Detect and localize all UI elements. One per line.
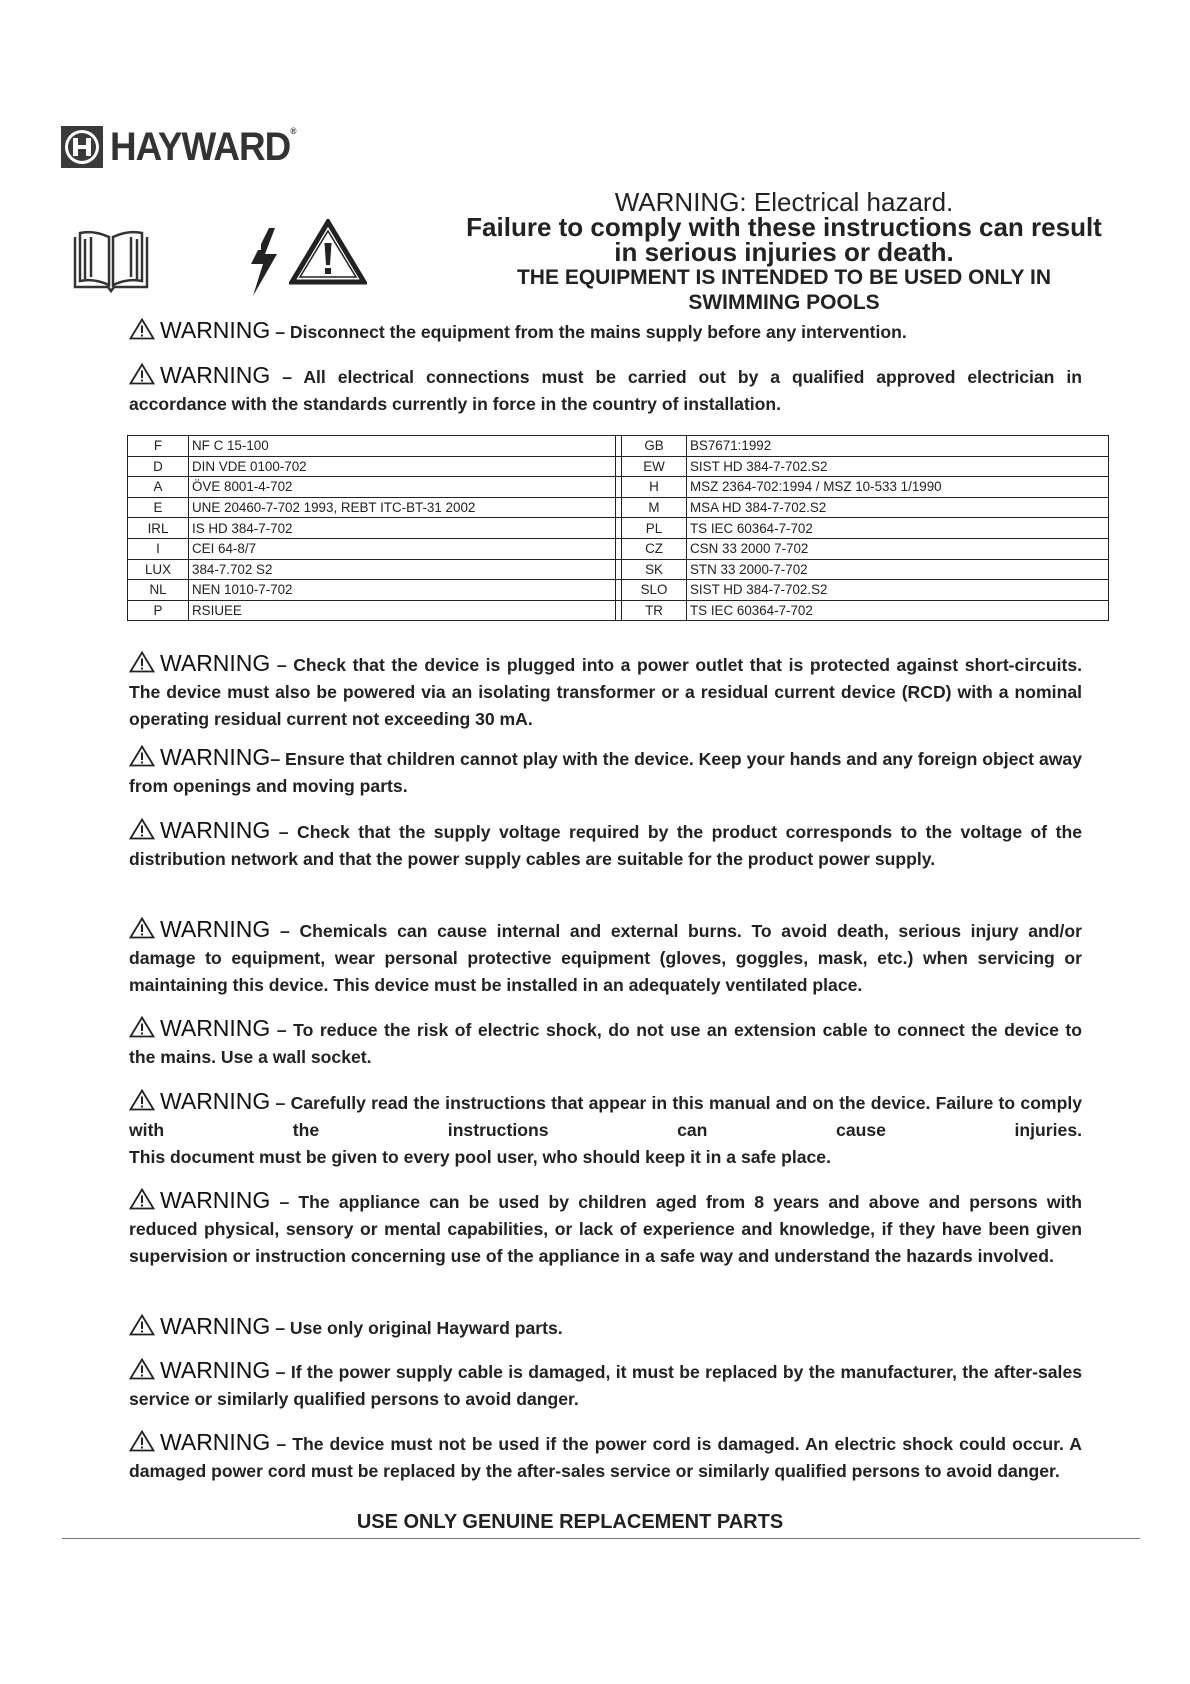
warning-item: WARNING – Disconnect the equipment from the mains supply before any intervention. (129, 317, 1082, 346)
country-code-cell: E (128, 497, 189, 518)
standard-reference-cell: MSZ 2364-702:1994 / MSZ 10-533 1/1990 (687, 477, 1109, 498)
warning-item: WARNING – Check that the supply voltage required by the product corresponds to the voltage of the distribution network and that the power supply cables are suitable for the product power supply. (129, 817, 1082, 869)
standard-reference-cell: NF C 15-100 (189, 436, 616, 457)
country-code-cell: D (128, 456, 189, 477)
footer-rule (62, 1538, 1140, 1539)
warning-icon (129, 1358, 155, 1380)
country-code-cell: H (622, 477, 687, 498)
standard-reference-cell: DIN VDE 0100-702 (189, 456, 616, 477)
warning-item: WARNING – Use only original Hayward parts. (129, 1313, 1082, 1342)
standard-reference-cell: SIST HD 384-7-702.S2 (687, 456, 1109, 477)
country-code-cell: A (128, 477, 189, 498)
hazard-subtitle-line-2: in serious injuries or death. (614, 237, 954, 267)
warning-item: WARNING – Carefully read the instructions that appear in this manual and on the device. Failure to comply with the instructions can cause injuries. This document must be given to every pool user, who should keep it in a safe place. (129, 1088, 1082, 1167)
warning-icon (129, 1188, 155, 1210)
hayward-logo-icon (60, 125, 104, 169)
standard-reference-cell: STN 33 2000-7-702 (687, 559, 1109, 580)
usage-notice-line-1: THE EQUIPMENT IS INTENDED TO BE USED ONLY IN (516, 266, 1052, 289)
hazard-header (430, 187, 1138, 315)
standards-row (128, 518, 1109, 539)
electrical-hazard-bolt-icon (243, 226, 283, 298)
warning-item: WARNING – All electrical connections must be carried out by a qualified approved electrician in accordance with the standards currently in force in the country of installation. (129, 362, 1082, 414)
standard-reference-cell: ÖVE 8001-4-702 (189, 477, 616, 498)
country-code-cell: F (128, 436, 189, 457)
warning-icon (129, 1089, 155, 1111)
standards-row (128, 456, 1109, 477)
warning-item: WARNING– Ensure that children cannot play with the device. Keep your hands and any foreign object away from openings and moving parts. (129, 744, 1082, 796)
country-code-cell: PL (622, 518, 687, 539)
warning-item: WARNING – To reduce the risk of electric shock, do not use an extension cable to connect the device to the mains. Use a wall socket. (129, 1015, 1082, 1067)
country-code-cell: NL (128, 580, 189, 601)
read-manual-icon (70, 229, 152, 295)
standard-reference-cell: CSN 33 2000 7-702 (687, 538, 1109, 559)
warning-item: WARNING – If the power supply cable is damaged, it must be replaced by the manufacturer, the after-sales service or similarly qualified persons to avoid danger. (129, 1357, 1083, 1409)
standards-row (128, 600, 1109, 621)
brand-name: HAYWARD® (110, 125, 296, 169)
genuine-parts-notice: USE ONLY GENUINE REPLACEMENT PARTS (356, 1511, 784, 1533)
brand-logo (60, 125, 312, 169)
country-code-cell: EW (622, 456, 687, 477)
hazard-title: WARNING: Electrical hazard. (614, 187, 954, 217)
standard-reference-cell: RSIUEE (189, 600, 616, 621)
standard-reference-cell: NEN 1010-7-702 (189, 580, 616, 601)
warning-icon (129, 745, 155, 767)
standard-reference-cell: UNE 20460-7-702 1993, REBT ITC-BT-31 2002 (189, 497, 616, 518)
warning-item: WARNING – The device must not be used if the power cord is damaged. An electric shock could occur. A damaged power cord must be replaced by the after-sales service or similarly qualified persons to avoid danger. (129, 1429, 1082, 1481)
country-code-cell: SK (622, 559, 687, 580)
warning-item: WARNING – Chemicals can cause internal and external burns. To avoid death, serious injury and/or damage to equipment, wear personal protective equipment (gloves, goggles, mask, etc.) when servicing or maintaining this device. This device must be installed in an adequately ventilated place. (129, 916, 1083, 995)
warning-icon (129, 917, 155, 939)
warning-triangle-icon (289, 219, 367, 285)
standard-reference-cell: BS7671:1992 (687, 436, 1109, 457)
country-code-cell: M (622, 497, 687, 518)
warning-icon (129, 1430, 155, 1452)
standards-row (128, 538, 1109, 559)
standard-reference-cell: TS IEC 60364-7-702 (687, 600, 1109, 621)
standards-row (128, 559, 1109, 580)
country-code-cell: TR (622, 600, 687, 621)
standard-reference-cell: MSA HD 384-7-702.S2 (687, 497, 1109, 518)
hazard-subtitle-line-1: Failure to comply with these instructions can result (466, 212, 1102, 242)
standards-row (128, 436, 1109, 457)
country-code-cell: P (128, 600, 189, 621)
warning-icon (129, 1314, 155, 1336)
warning-icon (129, 651, 155, 673)
warning-icon (129, 318, 155, 340)
standards-row (128, 497, 1109, 518)
standard-reference-cell: 384-7.702 S2 (189, 559, 616, 580)
usage-notice-line-2: SWIMMING POOLS (688, 291, 880, 314)
warning-icon (129, 363, 155, 385)
standards-row (128, 477, 1109, 498)
standard-reference-cell: SIST HD 384-7-702.S2 (687, 580, 1109, 601)
warning-item: WARNING – Check that the device is plugged into a power outlet that is protected against short-circuits. The device must also be powered via an isolating transformer or a residual current device (RCD) with a nominal operating residual current not exceeding 30 mA. (129, 650, 1083, 729)
electrical-standards-table (127, 435, 1109, 621)
warning-icon (129, 1016, 155, 1038)
country-code-cell: LUX (128, 559, 189, 580)
country-code-cell: I (128, 538, 189, 559)
country-code-cell: CZ (622, 538, 687, 559)
warning-icon (129, 818, 155, 840)
standards-row (128, 580, 1109, 601)
country-code-cell: SLO (622, 580, 687, 601)
country-code-cell: GB (622, 436, 687, 457)
standard-reference-cell: IS HD 384-7-702 (189, 518, 616, 539)
standard-reference-cell: TS IEC 60364-7-702 (687, 518, 1109, 539)
country-code-cell: IRL (128, 518, 189, 539)
warning-item: WARNING – The appliance can be used by children aged from 8 years and above and persons with reduced physical, sensory or mental capabilities, or lack of experience and knowledge, if they have been given supervision or instruction concerning use of the appliance in a safe way and understand the hazards involved. (129, 1187, 1083, 1266)
standard-reference-cell: CEI 64-8/7 (189, 538, 616, 559)
